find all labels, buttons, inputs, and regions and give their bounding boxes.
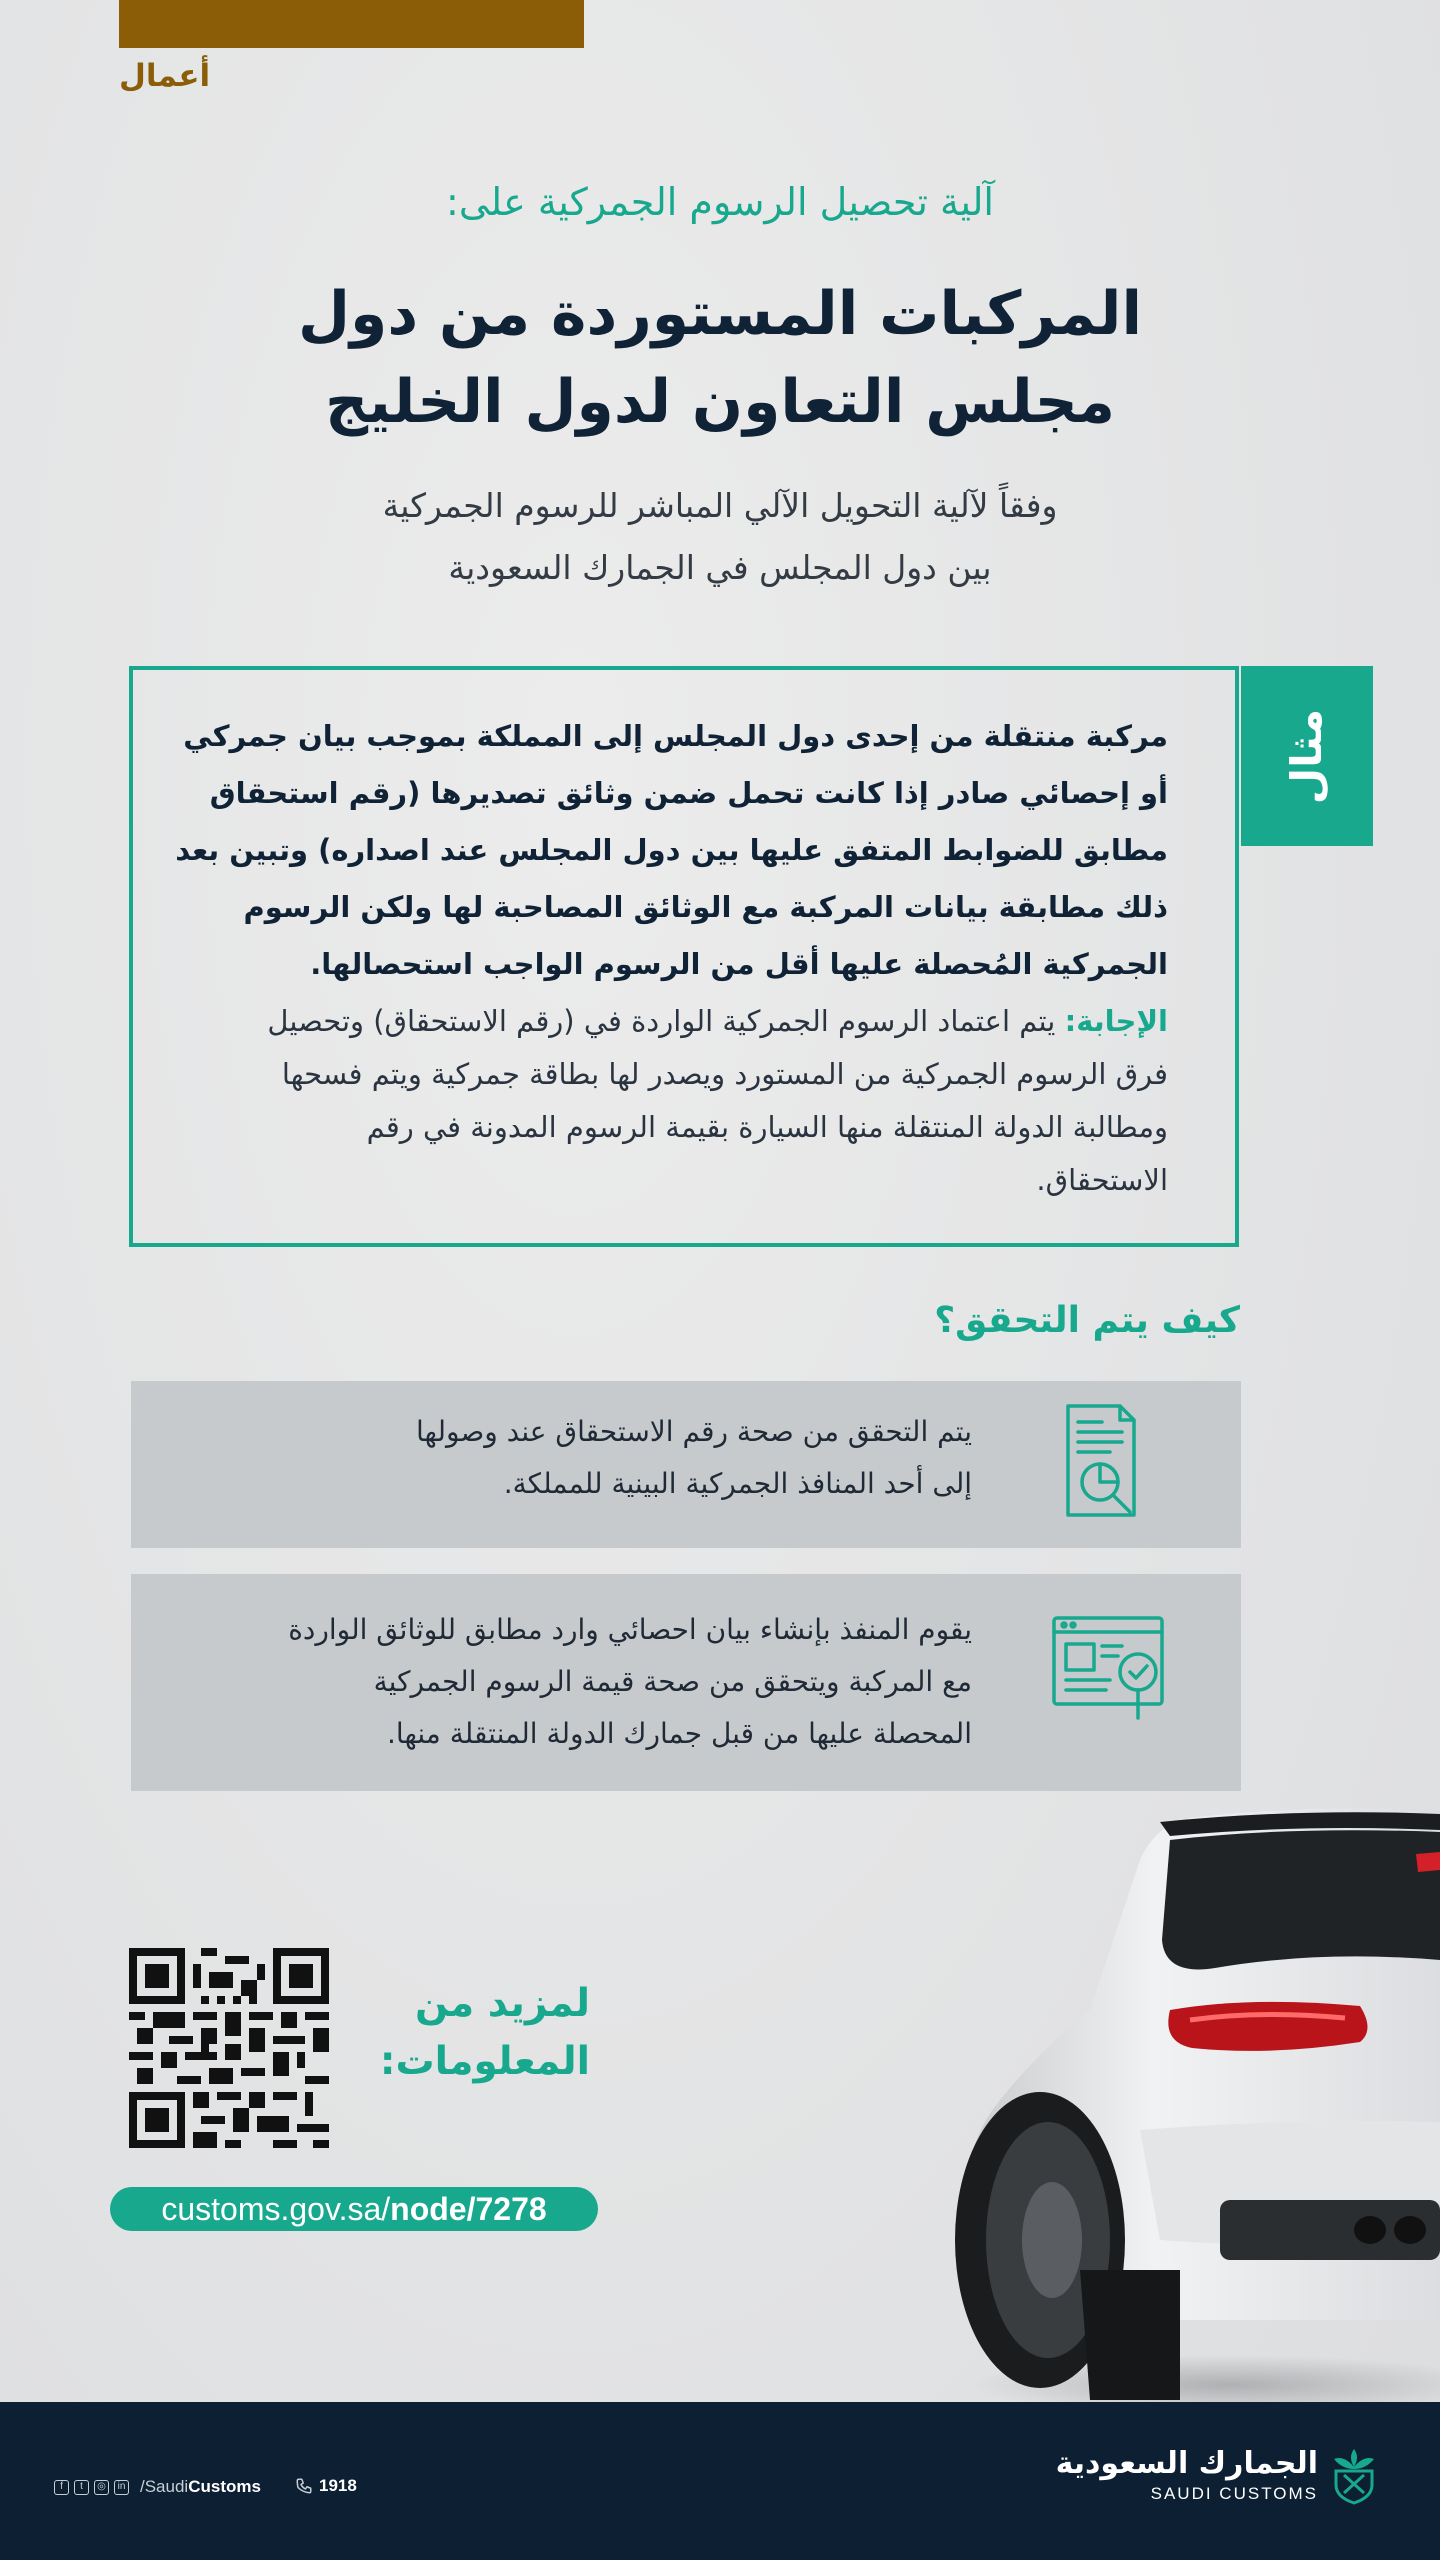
document-chart-search-icon xyxy=(1050,1400,1150,1525)
more-info-line: المعلومات: xyxy=(379,2039,590,2084)
step-line: مع المركبة ويتحقق من صحة قيمة الرسوم الجمركية xyxy=(373,1665,972,1698)
example-question xyxy=(175,708,1168,993)
step-line: المحصلة عليها من قبل جمارك الدولة المنتقلة منها. xyxy=(387,1717,972,1750)
twitter-icon[interactable]: t xyxy=(74,2480,89,2495)
question-line: مطابق للضوابط المتفق عليها بين دول المجلس عند اصداره) وتبين بعد xyxy=(175,833,1168,867)
answer-line: ومطالبة الدولة المنتقلة منها السيارة بقيمة الرسوم المدونة في رقم xyxy=(366,1110,1168,1144)
answer-line: الاستحقاق. xyxy=(1036,1163,1168,1197)
url-domain: customs.gov.sa/ xyxy=(161,2190,391,2227)
title-line: المركبات المستوردة من دول xyxy=(297,279,1143,349)
more-info-label xyxy=(340,1975,590,2091)
verification-step-text xyxy=(200,1406,972,1510)
subtitle-line: وفقاً لآلية التحويل الآلي المباشر للرسوم الجمركية xyxy=(382,486,1058,525)
pre-title: آلية تحصيل الرسوم الجمركية على: xyxy=(446,180,994,224)
more-info-line: لمزيد من xyxy=(414,1981,590,2026)
more-info-link[interactable] xyxy=(110,2187,598,2231)
category-label: أعمال xyxy=(119,58,211,94)
verification-title: كيف يتم التحقق؟ xyxy=(934,1300,1240,1341)
verification-step-text xyxy=(200,1604,972,1760)
subtitle xyxy=(140,475,1300,599)
qr-code[interactable] xyxy=(129,1948,329,2148)
question-line: مركبة منتقلة من إحدى دول المجلس إلى المملكة بموجب بيان جمركي xyxy=(183,719,1168,753)
url-path: node/7278 xyxy=(390,2190,547,2227)
answer-line xyxy=(200,995,1168,1048)
browser-verify-icon xyxy=(1050,1614,1168,1726)
phone-contact[interactable] xyxy=(295,2476,357,2496)
logo-arabic-text: الجمارك السعودية xyxy=(1055,2446,1318,2481)
example-tab xyxy=(1241,666,1373,846)
title-line: مجلس التعاون لدول الخليج xyxy=(325,367,1115,437)
step-line: يقوم المنفذ بإنشاء بيان احصائي وارد مطابق للوثائق الواردة xyxy=(288,1613,972,1646)
question-line: الجمركية المُحصلة عليها أقل من الرسوم الواجب استحصالها. xyxy=(310,947,1168,981)
example-answer xyxy=(200,995,1168,1207)
linkedin-icon[interactable]: in xyxy=(114,2480,129,2495)
facebook-icon[interactable]: f xyxy=(54,2480,69,2495)
logo-english-text: SAUDI CUSTOMS xyxy=(1150,2484,1318,2503)
answer-label: الإجابة: xyxy=(1064,1004,1168,1038)
handle-prefix: /Saudi xyxy=(140,2477,189,2496)
handle-bold: Customs xyxy=(188,2477,261,2496)
subtitle-line: بين دول المجلس في الجمارك السعودية xyxy=(448,548,992,587)
phone-number: 1918 xyxy=(319,2476,357,2495)
step-line: يتم التحقق من صحة رقم الاستحقاق عند وصولها xyxy=(416,1415,972,1448)
step-line: إلى أحد المنافذ الجمركية البينية للمملكة. xyxy=(503,1467,972,1500)
answer-line: فرق الرسوم الجمركية من المستورد ويصدر لها بطاقة جمركية ويتم فسحها xyxy=(281,1057,1168,1091)
phone-icon xyxy=(295,2477,313,2495)
top-accent-bar xyxy=(119,0,584,48)
question-line: أو إحصائي صادر إذا كانت تحمل ضمن وثائق تصديرها (رقم استحقاق xyxy=(209,776,1168,810)
instagram-icon[interactable]: ◎ xyxy=(94,2480,109,2495)
answer-text: يتم اعتماد الرسوم الجمركية الواردة في (رقم الاستحقاق) وتحصيل xyxy=(267,1004,1065,1038)
social-links xyxy=(54,2477,261,2497)
question-line: ذلك مطابقة بيانات المركبة مع الوثائق المصاحبة لها ولكن الرسوم xyxy=(243,890,1168,924)
car-image xyxy=(930,1800,1440,2420)
page-title xyxy=(140,270,1300,446)
social-handle[interactable] xyxy=(140,2477,261,2497)
saudi-customs-emblem-icon xyxy=(1330,2445,1378,2505)
example-tab-label: مثال xyxy=(1282,708,1332,804)
